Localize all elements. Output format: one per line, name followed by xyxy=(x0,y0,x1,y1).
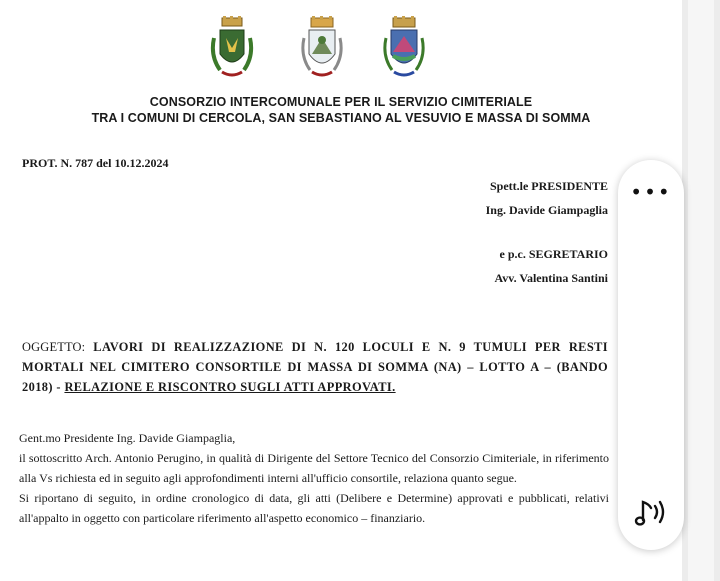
subject-underlined: RELAZIONE E RISCONTRO SUGLI ATTI APPROVATI. xyxy=(64,380,396,394)
subject-label: OGGETTO: xyxy=(22,340,86,354)
recipient-name: Ing. Davide Giampaglia xyxy=(485,203,608,217)
cc-name: Avv. Valentina Santini xyxy=(494,271,608,285)
san-sebastiano-crest-icon xyxy=(300,16,344,80)
salutation: Gent.mo Presidente Ing. Davide Giampaglia, xyxy=(19,431,236,445)
massa-di-somma-crest-icon xyxy=(382,16,426,80)
body-paragraph-2: Si riportano di seguito, in ordine cronologico di data, gli atti (Delibere e Determine) approvati e pubblicati, relativi all'appalto in oggetto con particolare riferimento all'aspetto economico – finanziario. xyxy=(19,491,609,525)
crests-row xyxy=(0,16,682,82)
cercola-crest-icon xyxy=(210,16,254,80)
read-aloud-icon xyxy=(627,492,675,536)
subject-block xyxy=(22,337,608,397)
scroll-track-inner xyxy=(688,0,714,581)
floating-action-bar xyxy=(618,160,684,550)
body-paragraph-1: il sottoscritto Arch. Antonio Perugino, in qualità di Dirigente del Settore Tecnico del Consorzio Cimiteriale, in riferimento alla Vs richiesta ed in seguito agli approfondimenti interni all'ufficio consortile, relaziona quanto segue. xyxy=(19,451,609,485)
cc-role: e p.c. SEGRETARIO xyxy=(499,247,608,261)
recipient-role: Spett.le PRESIDENTE xyxy=(489,179,608,193)
header-line-1: CONSORZIO INTERCOMUNALE PER IL SERVIZIO CIMITERIALE xyxy=(149,95,533,109)
consortium-header xyxy=(0,94,682,126)
more-options-button[interactable] xyxy=(627,174,675,210)
more-horizontal-icon: ••• xyxy=(630,180,672,204)
scroll-track[interactable] xyxy=(682,0,720,581)
letter-body xyxy=(19,428,609,528)
protocol-number: PROT. N. 787 del 10.12.2024 xyxy=(22,156,169,170)
read-aloud-button[interactable] xyxy=(627,492,675,536)
header-line-2: TRA I COMUNI DI CERCOLA, SAN SEBASTIANO AL VESUVIO E MASSA DI SOMMA xyxy=(91,111,591,125)
cc-block xyxy=(495,242,608,290)
subject-text: LAVORI DI REALIZZAZIONE DI N. 120 LOCULI E N. 9 TUMULI PER RESTI MORTALI NEL CIMITERO CONSORTILE DI MASSA DI SOMMA (NA) – LOTTO A – (BANDO 2018) - xyxy=(22,340,609,394)
recipient-block xyxy=(486,174,608,222)
